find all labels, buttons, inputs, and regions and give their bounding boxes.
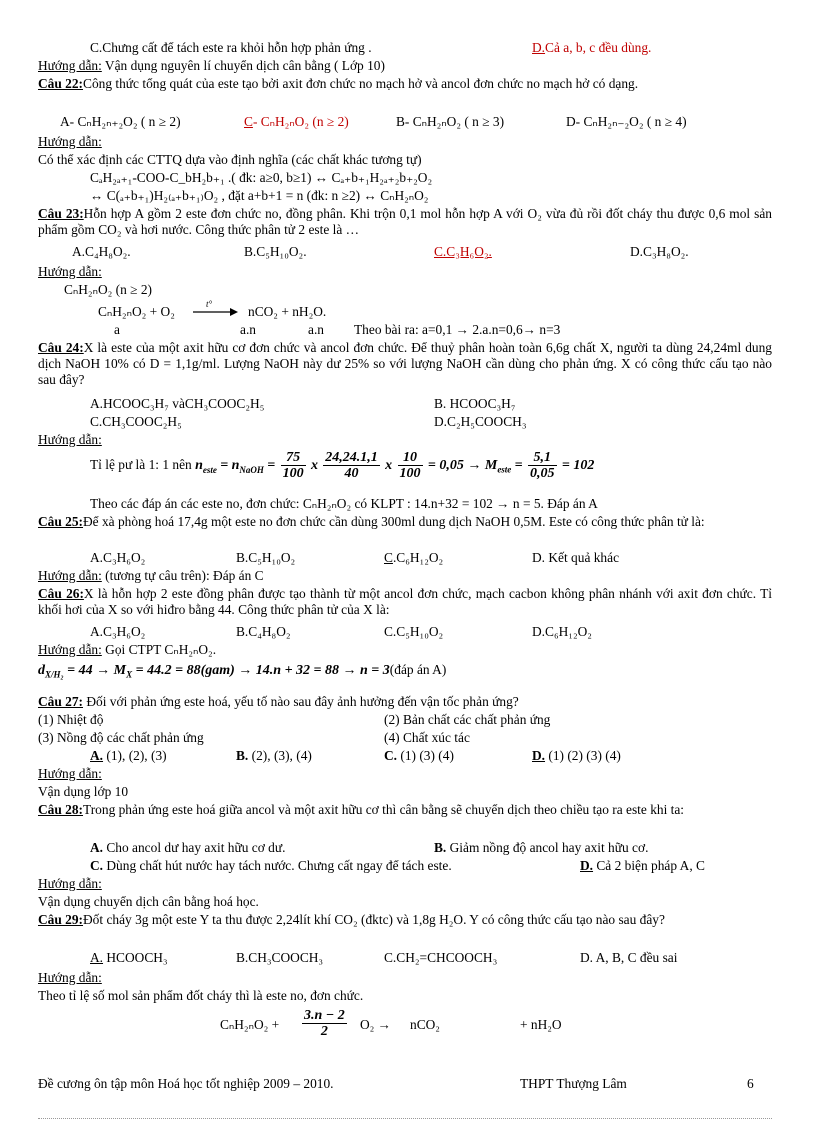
q29-eq-co2: nCO₂ (410, 1017, 440, 1032)
q26-formula-answer: (đáp án A) (389, 662, 447, 677)
q26-hint (38, 642, 772, 658)
q21-hint-text: Vận dụng nguyên lí chuyển dịch cân bằng ( Lớp 10) (101, 58, 385, 73)
q23-ratio-an-2: a.n (308, 322, 324, 337)
q28-option-b-text: Giảm nồng độ ancol hay axit hữu cơ. (446, 840, 649, 855)
q24-n-este (195, 458, 217, 473)
q24-n-naoh-sub: NaOH (239, 464, 264, 475)
q27-factor-2: (2) Bản chất các chất phản ứng (384, 712, 551, 727)
q26-formula-m-sub: X (126, 669, 133, 680)
hint-label: Hướng dẫn: (38, 568, 102, 583)
q26-option-b: B.C₄H₈O₂ (236, 624, 291, 639)
q29-option-c: C.CH₂=CHCOOCH₃ (384, 950, 498, 965)
q29-eq-fraction-num: 3.n − 2 (304, 1008, 345, 1023)
hint-label: Hướng dẫn: (38, 766, 102, 781)
q21-option-d (532, 40, 651, 56)
q24-n-naoh-symbol: n (231, 458, 240, 473)
q24-formula-prefix: Tỉ lệ pư là 1: 1 nên (90, 457, 192, 472)
q24-n-este-symbol: n (195, 458, 203, 473)
q29-hint-text: Theo tỉ lệ số mol sản phẩm đốt cháy thì là este no, đơn chức. (38, 988, 364, 1003)
q24-fraction-1-num: 75 (281, 450, 306, 466)
q29-option-a (90, 950, 168, 966)
q24-n-naoh (232, 458, 264, 473)
q26-hint-text: Gọi CTPT CₙH₂ₙO₂. (101, 642, 217, 657)
q27-option-a-text: (1), (2), (3) (103, 748, 167, 763)
q26-option-c: C.C₅H₁₀O₂ (384, 624, 444, 639)
footer-school: THPT Thượng Lâm (520, 1076, 627, 1091)
q24-fraction-2-den: 40 (344, 466, 359, 482)
q28-option-b-letter: B. (434, 840, 447, 855)
q29-eq-fraction (302, 1008, 347, 1039)
q24-end-value: = 102 (561, 458, 595, 473)
q21-answer-letter: D. (532, 40, 546, 55)
footer-title: Đề cương ôn tập môn Hoá học tốt nghiệp 2009 – 2010. (38, 1076, 334, 1091)
q24-fraction-3 (398, 450, 423, 481)
q27-hint-label (38, 766, 772, 782)
q24-fraction-4-num: 5,1 (528, 450, 557, 466)
q26-label: Câu 26: (38, 586, 84, 601)
q24-fraction-4 (528, 450, 557, 481)
q24-fraction-3-den: 100 (399, 466, 421, 482)
q24-result: = 0,05 → M (427, 458, 498, 473)
q25-question (38, 514, 772, 530)
q25-hint-text: (tương tự câu trên): Đáp án C (101, 568, 264, 583)
q25-hint (38, 568, 772, 584)
q23-ratio-a: a (114, 322, 120, 337)
q21-option-c: C.Chưng cất để tách este ra khỏi hỗn hợp phản ứng . (90, 40, 372, 55)
q26-text: X là hỗn hợp 2 este đồng phân được tạo thành từ một ancol đơn chức, mạch cacbon không phân nhánh với axit đơn chức. Tỉ khối hơi của X so với hiđro bằng 44. Công thức phân tử của X là: (38, 586, 773, 617)
q29-option-d: D. A, B, C đều sai (580, 950, 678, 965)
q24-m-sub: este (497, 464, 512, 475)
hint-label: Hướng dẫn: (38, 264, 102, 279)
q27-option-b (236, 748, 312, 764)
q24-option-a: A.HCOOC₃H₇ vàCH₃COOC₂H₅ (90, 396, 265, 411)
q24-option-b: B. HCOOC₃H₇ (434, 396, 516, 411)
q27-question (38, 694, 772, 710)
hint-label: Hướng dẫn: (38, 134, 102, 149)
footer-divider (38, 1118, 772, 1119)
q27-factor-4: (4) Chất xúc tác (384, 730, 470, 745)
q24-times-1: x (310, 458, 318, 473)
q22-hint-line-2: CₐH₂ₐ₊₁-COO-C_bH₂b₊₁ .( đk: a≥0, b≥1) ↔ Cₐ₊b₊₁H₂ₐ₊₂b₊₂O₂ (90, 170, 433, 185)
q27-text: Đối với phản ứng este hoá, yếu tố nào sau đây ảnh hưởng đến vận tốc phản ứng? (83, 694, 519, 709)
q24-label: Câu 24: (38, 340, 84, 355)
q26-formula (38, 662, 772, 683)
hint-label: Hướng dẫn: (38, 970, 102, 985)
q28-option-c-text: Dùng chất hút nước hay tách nước. Chưng cất ngay để tách este. (103, 858, 452, 873)
q24-equals: = (220, 458, 229, 473)
q29-eq-lhs: CₙH₂ₙO₂ + (220, 1017, 280, 1032)
q26-question (38, 586, 772, 618)
q22-option-c (244, 114, 349, 130)
q24-fraction-1 (281, 450, 306, 481)
q28-option-b (434, 840, 648, 856)
q26-formula-d: d (38, 663, 45, 678)
q25-label: Câu 25: (38, 514, 84, 529)
q27-option-a-letter: A. (90, 748, 104, 763)
q29-eq-h2o: + nH₂O (520, 1017, 562, 1032)
q27-factor-1: (1) Nhiệt độ (38, 712, 104, 727)
q27-option-c-text: (1) (3) (4) (397, 748, 454, 763)
q28-text: Trong phản ứng este hoá giữa ancol và một axit hữu cơ thì cân bằng sẽ chuyển dịch theo chiều tạo ra este khi ta: (83, 802, 685, 817)
q23-label: Câu 23: (38, 206, 84, 221)
q22-option-d: D- CₙH₂ₙ₋₂O₂ ( n ≥ 4) (566, 114, 687, 129)
q28-option-d-text: Cả 2 biện pháp A, C (593, 858, 705, 873)
q27-option-b-text: (2), (3), (4) (248, 748, 312, 763)
q28-option-c (90, 858, 452, 874)
q22-option-a: A- CₙH₂ₙ₊₂O₂ ( n ≥ 2) (60, 114, 181, 129)
q22-hint-label (38, 134, 772, 150)
q23-reaction-lhs: CₙH₂ₙO₂ + O₂ (98, 304, 175, 319)
q28-question (38, 802, 772, 818)
q24-hint-line-2: Theo các đáp án các este no, đơn chức: CₙH₂ₙO₂ có KLPT : 14.n+32 = 102 → n = 5. Đáp án A (90, 496, 598, 511)
q28-option-a-letter: A. (90, 840, 104, 855)
q27-option-d-text: (1) (2) (3) (4) (545, 748, 621, 763)
q27-option-a (90, 748, 167, 764)
q22-hint-line-1: Có thể xác định các CTTQ dựa vào định nghĩa (các chất khác tương tự) (38, 152, 422, 167)
q23-question (38, 206, 772, 238)
q29-label: Câu 29: (38, 912, 84, 927)
q29-text: Đốt cháy 3g một este Y ta thu được 2,24lít khí CO₂ (đktc) và 1,8g H₂O. Y có công thức cấu tạo nào sau đây? (83, 912, 665, 927)
q29-hint-label (38, 970, 772, 986)
q29-question (38, 912, 772, 928)
q25-answer-text: .C₆H₁₂O₂ (392, 550, 444, 565)
q23-reaction-arrow (192, 307, 238, 317)
q24-hint-formula: Tỉ lệ pư là 1: 1 nên $n_{este} = n_{NaOH}$ = $\frac{75}{100}$ x $\frac{24,24.1,1}{40}$ x $\frac{10}{100}$ = $0,05 \to M_{este}$ = $\frac{5,1}{0,05}$ = 102 (90, 450, 595, 482)
q27-label: Câu 27: (38, 694, 84, 709)
hint-label: Hướng dẫn: (38, 876, 102, 891)
q29-option-a-text: HCOOCH₃ (103, 950, 168, 965)
q25-answer-letter: C (384, 550, 393, 565)
q28-option-c-letter: C. (90, 858, 104, 873)
q28-hint-text: Vận dụng chuyển dịch cân bằng hoá học. (38, 894, 259, 909)
q23-option-d: D.C₃H₈O₂. (630, 244, 689, 259)
q23-hint-label (38, 264, 772, 280)
q23-ratio-text: Theo bài ra: a=0,1 → 2.a.n=0,6→ n=3 (354, 322, 561, 337)
q25-option-a: A.C₃H₆O₂ (90, 550, 146, 565)
q26-formula-part-1: = 44 → M (63, 663, 127, 678)
q28-option-a-text: Cho ancol dư hay axit hữu cơ dư. (103, 840, 286, 855)
q25-text: Để xà phòng hoá 17,4g một este no đơn chức cần dùng 300ml dung dịch NaOH 0,5M. Este có công thức phân tử là: (83, 514, 705, 529)
q28-option-d-letter: D. (580, 858, 594, 873)
q24-fraction-4-den: 0,05 (530, 466, 555, 482)
q23-option-a: A.C₄H₈O₂. (72, 244, 131, 259)
q22-hint-line-3: ↔ C(ₐ₊b₊₁)H₂₍ₐ₊b₊₁₎O₂ , đặt a+b+1 = n (đk: n ≥2) ↔ CₙH₂ₙO₂ (90, 188, 429, 203)
q24-text: X là este của một axit hữu cơ đơn chức và ancol đơn chức. Để thuỷ phân hoàn toàn 6,6g chất X, người ta dùng 24,24ml dung dịch NaOH 10% có D = 1,1g/ml. Lượng NaOH này dư 25% so với lượng NaOH cần dùng cho phản ứng. X có công thức cấu tạo nào sau đây? (38, 340, 772, 387)
q24-question (38, 340, 772, 388)
q23-heat-label: t° (206, 299, 213, 309)
q24-fraction-3-num: 10 (398, 450, 423, 466)
q22-question (38, 76, 772, 92)
q23-reaction-rhs: nCO₂ + nH₂O. (248, 304, 327, 319)
q28-option-d (580, 858, 705, 874)
q26-formula-part-2: = 44.2 = 88(gam) → 14.n + 32 = 88 → n = 3 (132, 663, 390, 678)
q24-fraction-2-num: 24,24.1,1 (325, 450, 378, 466)
q21-hint (38, 58, 772, 74)
q23-hint-formula: CₙH₂ₙO₂ (n ≥ 2) (64, 282, 152, 297)
q26-formula-d-sub: X/H₂ (45, 669, 64, 680)
q24-times-2: x (385, 458, 393, 473)
q29-option-a-letter: A. (90, 950, 104, 965)
q23-text: Hỗn hợp A gồm 2 este đơn chức no, đồng phân. Khi trộn 0,1 mol hỗn hợp A với O₂ vừa đủ rồi đốt cháy thu được 0,6 mol sản phẩm gồm CO₂ và hơi nước. Công thức phân tử 2 este là … (38, 206, 772, 237)
q22-option-b: B- CₙH₂ₙO₂ ( n ≥ 3) (396, 114, 505, 129)
q27-option-d-letter: D. (532, 748, 546, 763)
q22-answer-letter: C (244, 114, 253, 129)
q22-label: Câu 22: (38, 76, 84, 91)
q24-option-c: C.CH₃COOC₂H₅ (90, 414, 182, 429)
q27-option-b-letter: B. (236, 748, 249, 763)
q24-fraction-2 (323, 450, 380, 481)
q27-factor-3: (3) Nồng độ các chất phản ứng (38, 730, 204, 745)
page-number: 6 (747, 1076, 754, 1091)
q29-option-b: B.CH₃COOCH₃ (236, 950, 324, 965)
q26-option-a: A.C₃H₆O₂ (90, 624, 146, 639)
q29-eq-o2: O₂ → (360, 1017, 392, 1032)
q27-option-d (532, 748, 621, 764)
q25-option-d: D. Kết quả khác (532, 550, 620, 565)
q22-text: Công thức tổng quát của este tạo bởi axit đơn chức no mạch hở và ancol đơn chức no mạch hở có dạng. (83, 76, 639, 91)
q27-hint-text: Vận dụng lớp 10 (38, 784, 129, 799)
q28-label: Câu 28: (38, 802, 84, 817)
q24-option-d: D.C₂H₅COOCH₃ (434, 414, 527, 429)
q28-option-a (90, 840, 285, 856)
q27-option-c-letter: C. (384, 748, 398, 763)
hint-label: Hướng dẫn: (38, 432, 102, 447)
q28-hint-label (38, 876, 772, 892)
q21-answer-text: Cả a, b, c đều dùng. (545, 40, 652, 55)
q23-ratio-an-1: a.n (240, 322, 256, 337)
q24-fraction-1-den: 100 (282, 466, 304, 482)
q25-option-b: B.C₅H₁₀O₂ (236, 550, 296, 565)
q29-eq-fraction-den: 2 (320, 1024, 328, 1039)
q24-n-este-sub: este (202, 464, 217, 475)
q26-option-d: D.C₆H₁₂O₂ (532, 624, 592, 639)
q23-option-c: C.C₃H₆O₂. (434, 244, 492, 259)
q27-option-c (384, 748, 454, 764)
q23-option-b: B.C₅H₁₀O₂. (244, 244, 307, 259)
q25-option-c (384, 550, 443, 566)
hint-label: Hướng dẫn: (38, 58, 102, 73)
q24-hint-label (38, 432, 772, 448)
hint-label: Hướng dẫn: (38, 642, 102, 657)
q22-answer-text: - CₙH₂ₙO₂ (n ≥ 2) (252, 114, 349, 129)
